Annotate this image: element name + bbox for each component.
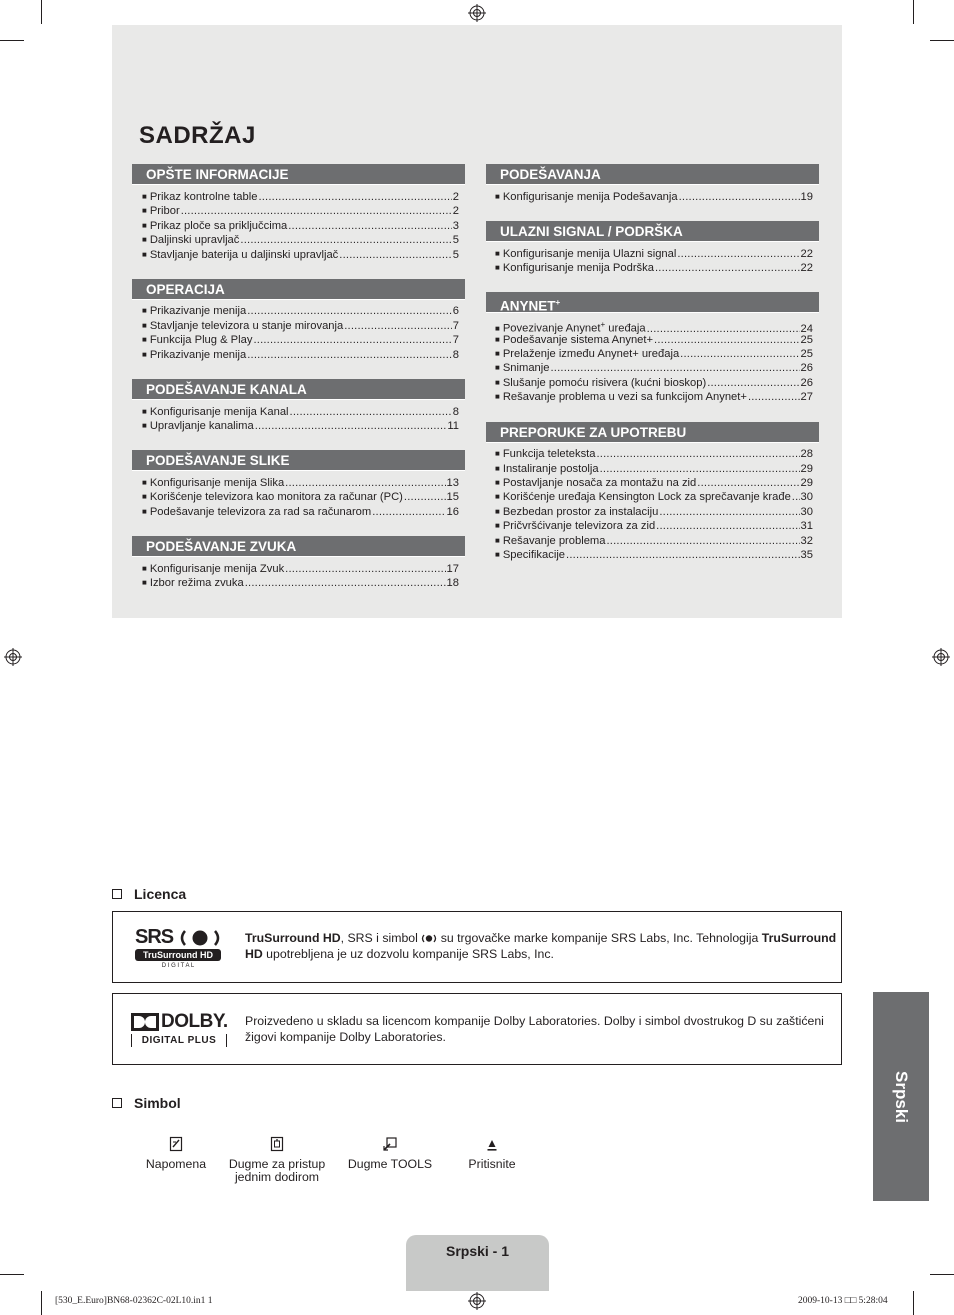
one-touch-icon bbox=[270, 1136, 284, 1152]
toc-item[interactable]: ■ Funkcija teleteksta ..... 28 bbox=[495, 447, 813, 461]
symbol-heading: Simbol bbox=[112, 1095, 181, 1111]
toc-item[interactable]: ■ Prikazivanje menija ..... 8 bbox=[142, 348, 459, 362]
press-icon bbox=[486, 1136, 498, 1152]
section-header: PODEŠAVANJE SLIKE bbox=[132, 450, 465, 471]
crop-mark bbox=[0, 40, 24, 41]
crop-mark bbox=[41, 1291, 42, 1315]
dolby-double-d-icon bbox=[131, 1013, 159, 1031]
toc-item[interactable]: ■ Podešavanje televizora za rad sa računarom ..... 16 bbox=[142, 505, 459, 519]
toc-item[interactable]: ■ Prikaz kontrolne table ..... 2 bbox=[142, 190, 459, 204]
dolby-license-text: Proizvedeno u skladu sa licencom kompanije Dolby Laboratories. Dolby i simbol dvostrukog D su zaštićeni žigovi kompanije Dolby Laboratories. bbox=[245, 1014, 824, 1044]
tools-icon bbox=[382, 1136, 398, 1152]
toc-item[interactable]: ■ Instaliranje postolja ..... 29 bbox=[495, 462, 813, 476]
toc-item[interactable]: ■ Pribor ..... 2 bbox=[142, 204, 459, 218]
crop-mark bbox=[41, 0, 42, 24]
print-slug-date: 2009-10-13 □□ 5:28:04 bbox=[798, 1296, 888, 1306]
srs-symbol-icon bbox=[179, 929, 221, 947]
registration-mark-icon bbox=[468, 1292, 486, 1310]
print-slug-file: [530_E.Euro]BN68-02362C-02L10.in1 1 bbox=[55, 1296, 213, 1306]
toc-item[interactable]: ■ Pričvršćivanje televizora za zid ..... 31 bbox=[495, 519, 813, 533]
crop-mark bbox=[930, 1274, 954, 1275]
section-header: OPERACIJA bbox=[132, 279, 465, 300]
section-header: PODEŠAVANJE KANALA bbox=[132, 379, 465, 400]
toc-item[interactable]: ■ Konfigurisanje menija Zvuk ..... 17 bbox=[142, 562, 459, 576]
section-header: OPŠTE INFORMACIJE bbox=[132, 164, 465, 185]
section-header: PODEŠAVANJE ZVUKA bbox=[132, 536, 465, 557]
toc-item[interactable]: ■ Slušanje pomoću risivera (kućni bioskop) ..... 26 bbox=[495, 376, 813, 390]
toc-item[interactable]: ■ Podešavanje sistema Anynet+ ..... 25 bbox=[495, 333, 813, 347]
checkbox-square-icon bbox=[112, 1098, 122, 1108]
toc-item[interactable]: ■ Prelaženje između Anynet+ uređaja ..... 25 bbox=[495, 347, 813, 361]
toc-item[interactable]: ■ Konfigurisanje menija Slika ..... 13 bbox=[142, 476, 459, 490]
toc-item[interactable]: ■ Korišćenje televizora kao monitora za računar (PC) ..... 15 bbox=[142, 490, 459, 504]
toc-item[interactable]: ■ Funkcija Plug & Play ..... 7 bbox=[142, 333, 459, 347]
srs-license-box bbox=[112, 911, 842, 983]
toc-item[interactable]: ■ Izbor režima zvuka ..... 18 bbox=[142, 576, 459, 590]
toc-item[interactable]: ■ Stavljanje televizora u stanje mirovanja ..... 7 bbox=[142, 319, 459, 333]
symbol-item: Pritisnite bbox=[452, 1136, 532, 1171]
symbol-item: Dugme TOOLS bbox=[342, 1136, 438, 1171]
srs-license-text: TruSurround HD, SRS i simbol su trgovačke marke kompanije SRS Labs, Inc. Tehnologija TruSurround HD upotrebljena je uz dozvolu kompanije SRS Labs, Inc. bbox=[245, 931, 837, 961]
symbol-item: Napomena bbox=[136, 1136, 216, 1171]
toc-item[interactable]: ■ Specifikacije ..... 35 bbox=[495, 548, 813, 562]
page-title: SADRŽAJ bbox=[139, 122, 256, 149]
toc-item[interactable]: ■ Prikaz ploče sa priključcima ..... 3 bbox=[142, 219, 459, 233]
registration-mark-icon bbox=[468, 4, 486, 22]
srs-symbol-icon bbox=[421, 934, 437, 943]
srs-logo: SRS TruSurround HD D I G I T A L bbox=[135, 926, 223, 970]
license-heading: Licenca bbox=[112, 886, 186, 902]
crop-mark bbox=[913, 1291, 914, 1315]
crop-mark bbox=[913, 0, 914, 24]
registration-mark-icon bbox=[932, 648, 950, 666]
note-icon bbox=[169, 1136, 183, 1152]
toc-item[interactable]: ■ Rešavanje problema u vezi sa funkcijom Anynet+ ..... 27 bbox=[495, 390, 813, 404]
toc-item[interactable]: ■ Korišćenje uređaja Kensington Lock za sprečavanje krađe ..... 30 bbox=[495, 490, 813, 504]
toc-item[interactable]: ■ Konfigurisanje menija Podešavanja ..... 19 bbox=[495, 190, 813, 204]
section-header: ULAZNI SIGNAL / PODRŠKA bbox=[486, 221, 819, 242]
toc-item[interactable]: ■ Prikazivanje menija ..... 6 bbox=[142, 304, 459, 318]
toc-item[interactable]: ■ Rešavanje problema ..... 32 bbox=[495, 534, 813, 548]
crop-mark bbox=[930, 40, 954, 41]
section-header: ANYNET+ bbox=[486, 292, 819, 313]
language-side-tab: Srpski bbox=[873, 992, 929, 1201]
toc-item[interactable]: ■ Povezivanje Anynet+ uređaja ..... 24 bbox=[495, 318, 813, 332]
checkbox-square-icon bbox=[112, 889, 122, 899]
section-header: PODEŠAVANJA bbox=[486, 164, 819, 185]
toc-item[interactable]: ■ Snimanje ..... 26 bbox=[495, 361, 813, 375]
symbol-item: Dugme za pristup jednim dodirom bbox=[222, 1136, 332, 1184]
toc-item[interactable]: ■ Daljinski upravljač ..... 5 bbox=[142, 233, 459, 247]
toc-item[interactable]: ■ Postavljanje nosača za montažu na zid ..... 29 bbox=[495, 476, 813, 490]
toc-item[interactable]: ■ Upravljanje kanalima ..... 11 bbox=[142, 419, 459, 433]
toc-item[interactable]: ■ Bezbedan prostor za instalaciju ..... 30 bbox=[495, 505, 813, 519]
section-header: PREPORUKE ZA UPOTREBU bbox=[486, 422, 819, 443]
dolby-license-box bbox=[112, 993, 842, 1065]
registration-mark-icon bbox=[4, 648, 22, 666]
toc-item[interactable]: ■ Konfigurisanje menija Podrška ..... 22 bbox=[495, 261, 813, 275]
crop-mark bbox=[0, 1274, 24, 1275]
toc-item[interactable]: ■ Konfigurisanje menija Ulazni signal ..... 22 bbox=[495, 247, 813, 261]
page-number-tab: Srpski - 1 bbox=[406, 1235, 549, 1291]
dolby-logo: DOLBY. DIGITAL PLUS bbox=[131, 1012, 231, 1050]
toc-item[interactable]: ■ Konfigurisanje menija Kanal ..... 8 bbox=[142, 405, 459, 419]
toc-item[interactable]: ■ Stavljanje baterija u daljinski upravljač ..... 5 bbox=[142, 248, 459, 262]
